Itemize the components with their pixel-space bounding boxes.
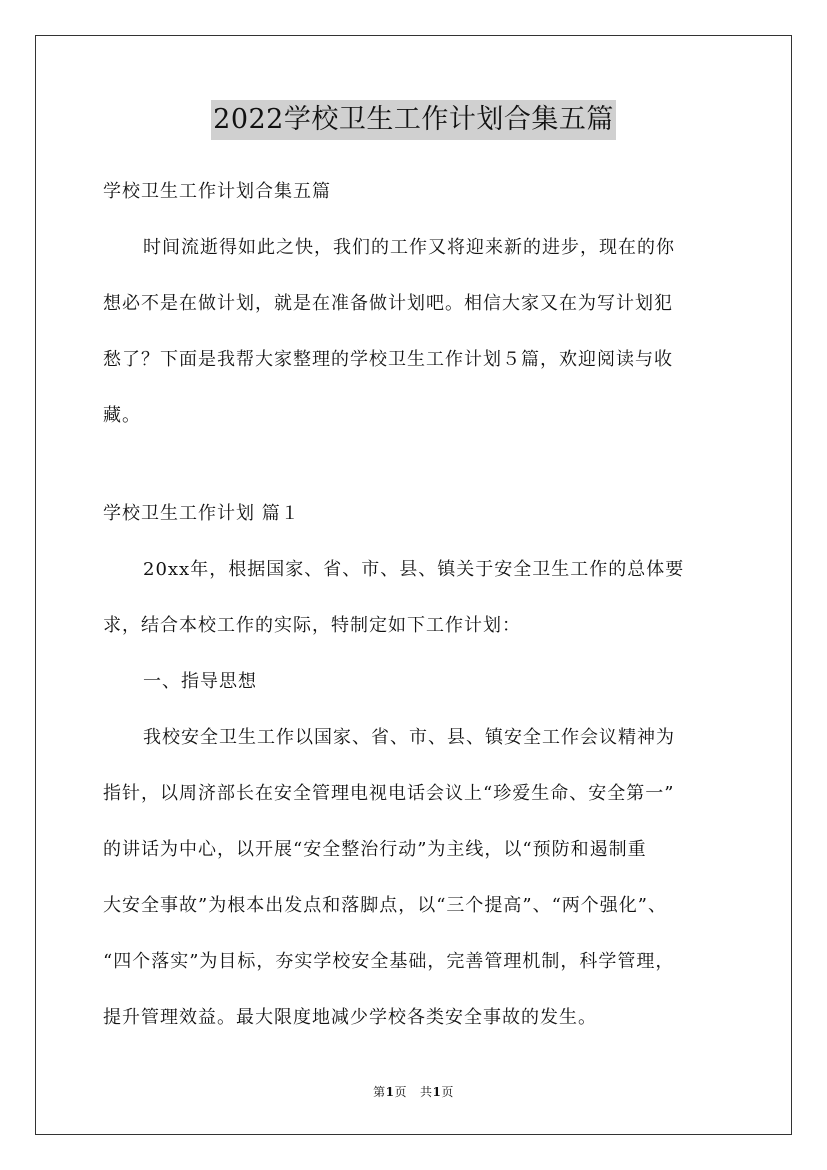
para-line: 指针，以周济部长在安全管理电视电话会议上“珍爱生命、安全第一”	[103, 783, 675, 804]
intro-line: 藏。	[103, 405, 141, 426]
para-line: 的讲话为中心，以开展“安全整治行动”为主线，以“预防和遏制重	[103, 839, 647, 860]
intro-line: 想必不是在做计划，就是在准备做计划吧。相信大家又在为写计划犯	[103, 293, 673, 314]
intro-line: 时间流逝得如此之快，我们的工作又将迎来新的进步，现在的你	[143, 237, 675, 258]
para-line: 20xx年，根据国家、省、市、县、镇关于安全卫生工作的总体要	[143, 559, 685, 580]
para-line: 大安全事故”为根本出发点和落脚点，以“三个提高”、“两个强化”、	[103, 895, 668, 916]
page-number: 1	[385, 1085, 395, 1099]
total-suffix: 页	[441, 1085, 454, 1099]
para-line: 提升管理效益。最大限度地减少学校各类安全事故的发生。	[103, 1007, 597, 1028]
title-wrap	[0, 100, 827, 140]
para-line: 我校安全卫生工作以国家、省、市、县、镇安全工作会议精神为	[143, 727, 675, 748]
section-heading: 学校卫生工作计划 篇１	[103, 503, 300, 524]
section-gap	[103, 450, 735, 492]
sub-heading: 一、指导思想	[143, 671, 257, 692]
page-footer	[0, 1083, 827, 1100]
page-prefix: 第	[373, 1085, 386, 1099]
document-title: 2022学校卫生工作计划合集五篇	[211, 100, 616, 140]
intro-subtitle: 学校卫生工作计划合集五篇	[103, 181, 331, 202]
intro-line: 愁了？下面是我帮大家整理的学校卫生工作计划５篇，欢迎阅读与收	[103, 349, 673, 370]
total-pages: 1	[432, 1085, 442, 1099]
page-suffix: 页	[394, 1085, 408, 1099]
para-line: 求，结合本校工作的实际，特制定如下工作计划：	[103, 615, 521, 636]
document-body	[103, 170, 735, 1052]
para-line: “四个落实”为目标，夯实学校安全基础，完善管理机制，科学管理，	[103, 951, 675, 972]
total-prefix: 共	[419, 1085, 433, 1099]
